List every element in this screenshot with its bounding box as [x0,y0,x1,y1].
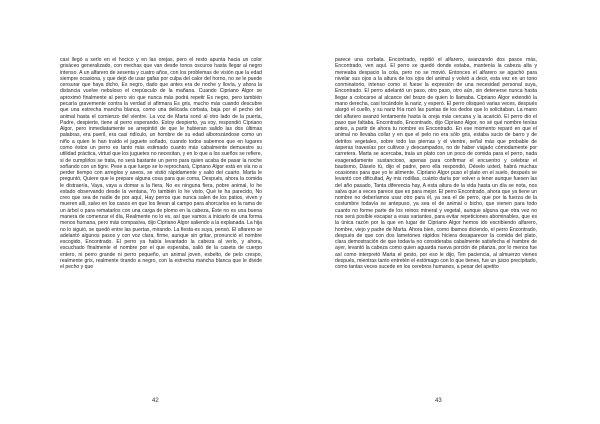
left-page-number: 42 [152,398,159,404]
left-page-paragraph: casi llegó a serlo en el hocico y en las orejas, pero el resto apunta hacia un color grisáceo generalizado, con mechas que van desde tonos oscuros hasta llegar al negro intenso. A un alfarero de sesenta y cuatro años, con los problemas de visión que la edad siempre ocasiona, y que dejó de usar gafas por culpa del calor del horno, no se le puede censurar que haya dicho, Es negro, dado que antes era de noche y llovía, y ahora la distancia vuelve nebuloso el crepúsculo de la mañana. Cuando Cipriano Algor se aproximó finalmente al perro vio que nunca más podrá repetir Es negro, pero también pecaría gravemente contra la verdad si afirmara Es gris, mucho más cuando descubre que una estrecha mancha blanca, como una delicada corbata, baja por el pecho del animal hasta el comienzo del vientre. La voz de Marta sonó al otro lado de la puerta, Padre, despierte, tiene al perro esperando. Estoy despierto, ya voy, respondió Cipriano Algor, pero inmediatamente se arrepintió de que le hubieran salido las dos últimas palabras, era pueril, era casi ridículo, un hombre de su edad alborozándose como un niño a quien le han traído el juguete soñado, cuando todos sabemos que en lugares como éstos un perro es tanto más estimado cuanto más cabalmente demuestre su utilidad práctica, virtud que los juguetes no necesitan, y en lo que a los sueños se refiere, si de cumplirlos se trata, no será bastante un perro para quien acaba de pasar la noche soñando con un tigre. Pese a que luego se lo reprochará, Cipriano Algor está en vía no a perder tiempo con arreglos y aseos, se vistió rápidamente y salió del cuarto. Marta le preguntó, Quiere que le prepare alguna cosa para que coma, Después, ahora la comida le distraería, Vaya, vaya a domar a la fiera, No es ninguna fiera, pobre animal, lo he estado observando desde la ventana, Yo también lo he visto, Qué te ha parecido, No creo que sea de nadie de por aquí, Hay perros que nunca salen de los patios, viven y mueren allí, salvo en los casos en que los llevan al campo para ahorcarlos en la rama de un árbol o para rematarlos con una carga de plomo en la cabeza, Éste no es una buena manera de comenzar el día, Realmente no lo es, así que vamos a iniciarlo de una forma menos humana, pero más compasiva, dijo Cipriano Algor saliendo a la explanada. La hija no lo siguió, se quedó entre las puertas, mirando. La fiesta es suya, pensó. El alfarero se adelantó algunos pasos y con voz clara, firme, aunque sin gritar, pronunció el nombre escogido, Encontrado. El perro ya había levantado la cabeza al verlo, y ahora, escuchado finalmente el nombre por el que esperaba, salió de la caseta de cuerpo entero, ni perro grande ni perro pequeño, un animal joven, esbelto, de pelo crespo, realmente gris, realmente tirando a negro, con la estrecha mancha blanca que le divide el pecho y que [60,57,262,271]
right-page [300,0,600,424]
right-page-text [335,57,537,385]
left-page-text [60,57,262,385]
right-page-number: 43 [435,398,442,404]
right-page-paragraph: parece una corbata. Encontrado, repitió el alfarero, avanzando dos pasos más, Encontrado, ven aquí. El perro se quedó donde estaba, mantenía la cabeza alta y meneaba despacio la cola, pero no se movió. Entonces el alfarero se agachó para nivelar sus ojos a la altura de los ojos del animal y volvió a decir, esta vez en un tono conminatorio, intenso como si fuese la expresión de una necesidad personal suya, Encontrado. El perro adelantó un paso, otro paso, otro aún, sin detenerse nunca hasta llegar a colocarse al alcance del brazo de quien lo llamaba. Cipriano Algor extendió la mano derecha, casi tocándole la nariz, y esperó. El perro olisqueó varias veces, después alargó el cuello, y su nariz fría rozó las puntas de los dedos que lo solicitaban. La mano del alfarero avanzó lentamente hasta la oreja más cercana y la acarició. El perro dio el paso que faltaba, Encontrado, Encontrado, dijo Cipriano Algor, no sé qué nombre tenías antes, a partir de ahora tu nombre es Encontrado. En ese momento reparó en que el animal no llevaba collar y en que el pelo no era sólo gris, estaba sucio de barro y de detritos vegetales, sobre todo las piernas y el vientre, señal más que probable de ásperas travesías por cultivos y descampados, no de haber viajado cómodamente por carretera. Marta se acercaba, traía un plato con un poco de comida para el perro, nada exageradamente sustancioso, apenas para confirmar el encuentro y celebrar el bautismo, Dáselo tú, dijo el padre, pero ella respondió, Déselo usted, habrá muchas ocasiones para que yo le alimente. Cipriano Algor puso el plato en el suelo, después se levantó con dificultad, Ay mis rodillas, cuánto daría por volver a tener aunque fuesen las del año pasado, Tanta diferencia hay, A esta altura de la vida hasta un día se nota, nos salva que a veces parece que es para mejor. El perro Encontrado, ahora que ya tiene un nombre no deberíamos usar otro para él, ya sea el de perro, que por la fuerza de la costumbre todavía se antepuso, ya sea el de animal o bicho, que vienen para todo cuanto no forme parte de los reinos mineral y vegetal, aunque alguna que otra vez no nos será posible escapar a esas variantes, para evitar repeticiones abominables, que es la única razón por la que en lugar de Cipriano Algor hemos ido escribiendo alfarero, hombre, viejo y padre de Marta. Ahora bien, como íbamos diciendo, el perro Encontrado, después de que con dos lametones rápidos hiciera desaparecer la comida del plato, clara demostración de que todavía no consideraba cabalmente satisfecha el hambre de ayer, levantó la cabeza como quien aguarda nueva porción de pitanza, por lo menos fue así como interpretó Marta el gesto, por eso le dijo, Ten paciencia, al almuerzo vienes después, mientras tanto entretén el estómago con lo que tienes, fue un juicio precipitado, como tantas veces sucede en los cerebros humanos, a pesar del apetito [335,57,537,271]
